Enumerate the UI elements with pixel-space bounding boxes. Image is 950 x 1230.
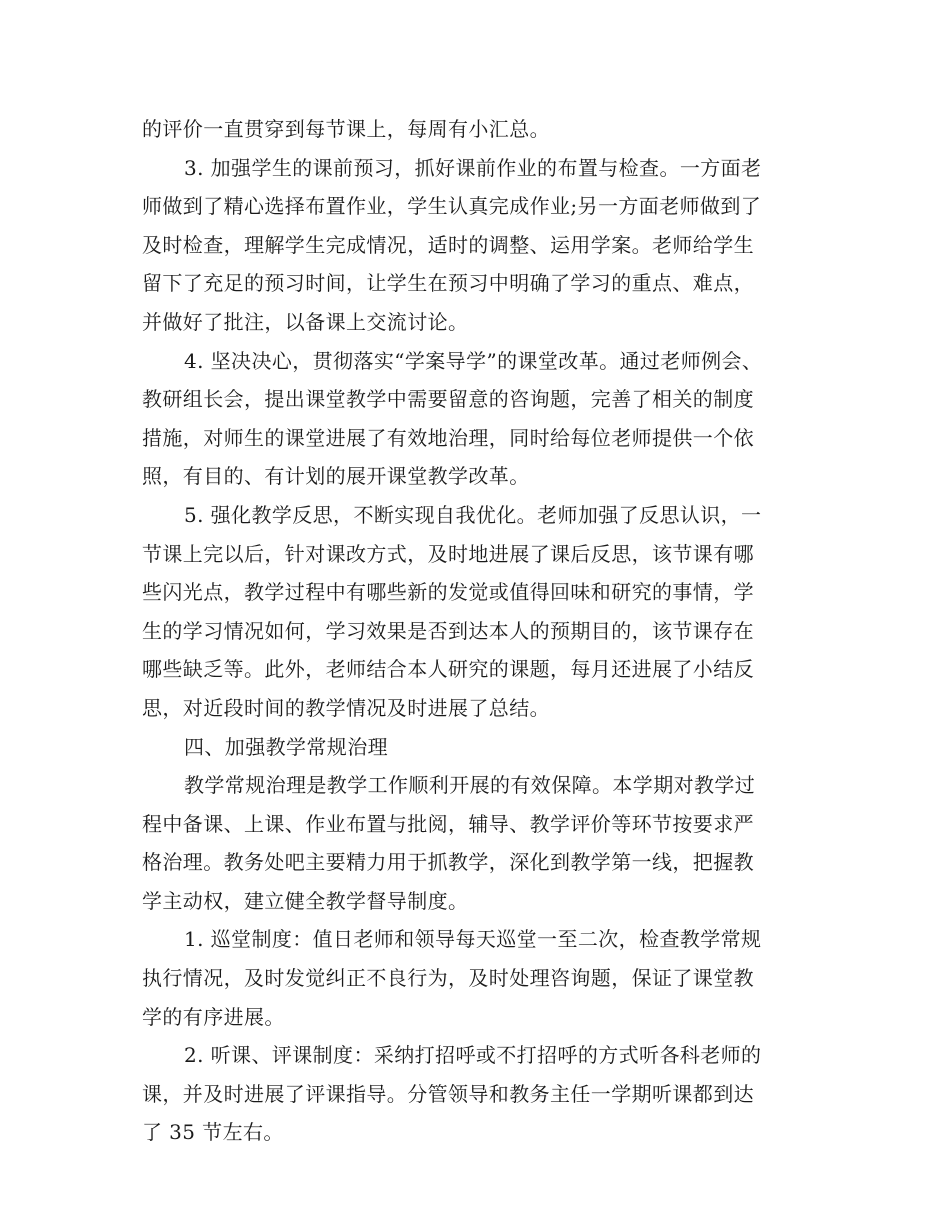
- document-line: 学的有序进展。: [142, 1004, 285, 1029]
- document-line: 教研组长会，提出课堂教学中需要留意的咨询题，完善了相关的制度: [142, 387, 754, 412]
- document-line: 留下了充足的预习时间，让学生在预习中明确了学习的重点、难点，: [142, 271, 754, 296]
- document-line: 哪些缺乏等。此外，老师结合本人研究的课题，每月还进展了小结反: [142, 657, 754, 682]
- document-line: 并做好了批注，以备课上交流讨论。: [142, 309, 469, 334]
- document-line: 的评价一直贯穿到每节课上，每周有小汇总。: [142, 117, 550, 141]
- document-line: 节课上完以后，针对课改方式，及时地进展了课后反思，该节课有哪: [142, 541, 754, 566]
- document-line: 生的学习情况如何，学习效果是否到达本人的预期目的，该节课存在: [142, 618, 754, 643]
- document-line: 师做到了精心选择布置作业，学生认真完成作业;另一方面老师做到了: [142, 194, 762, 219]
- document-line: 格治理。教务处吧主要精力用于抓教学，深化到教学第一线，把握教: [142, 850, 754, 875]
- document-line: 5. 强化教学反思，不断实现自我优化。老师加强了反思认识，一: [184, 502, 762, 527]
- document-line: 学主动权，建立健全教学督导制度。: [142, 888, 469, 913]
- document-body: [142, 110, 822, 1152]
- document-line: 了 35 节左右。: [142, 1120, 284, 1145]
- document-line: 及时检查，理解学生完成情况，适时的调整、运用学案。老师给学生: [142, 232, 754, 257]
- document-line: 2. 听课、评课制度：采纳打招呼或不打招呼的方式听各科老师的: [184, 1043, 762, 1068]
- document-line: 照，有目的、有计划的展开课堂教学改革。: [142, 464, 530, 489]
- document-line: 执行情况，及时发觉纠正不良行为，及时处理咨询题，保证了课堂教: [142, 966, 754, 991]
- document-line: 思，对近段时间的教学情况及时进展了总结。: [142, 695, 550, 720]
- document-line: 些闪光点，教学过程中有哪些新的发觉或值得回味和研究的事情，学: [142, 580, 754, 605]
- document-line: 4. 坚决决心，贯彻落实“学案导学”的课堂改革。通过老师例会、: [184, 348, 763, 373]
- document-line: 教学常规治理是教学工作顺利开展的有效保障。本学期对教学过: [184, 773, 756, 798]
- document-line: 课，并及时进展了评课指导。分管领导和教务主任一学期听课都到达: [142, 1081, 754, 1106]
- document-line: 措施，对师生的课堂进展了有效地治理，同时给每位老师提供一个依: [142, 425, 754, 450]
- document-line: 四、加强教学常规治理: [184, 734, 388, 759]
- document-line: 3. 加强学生的课前预习，抓好课前作业的布置与检查。一方面老: [184, 155, 762, 180]
- document-line: 程中备课、上课、作业布置与批阅，辅导、教学评价等环节按要求严: [142, 811, 754, 836]
- document-line: 1. 巡堂制度：值日老师和领导每天巡堂一至二次，检查教学常规: [184, 927, 762, 952]
